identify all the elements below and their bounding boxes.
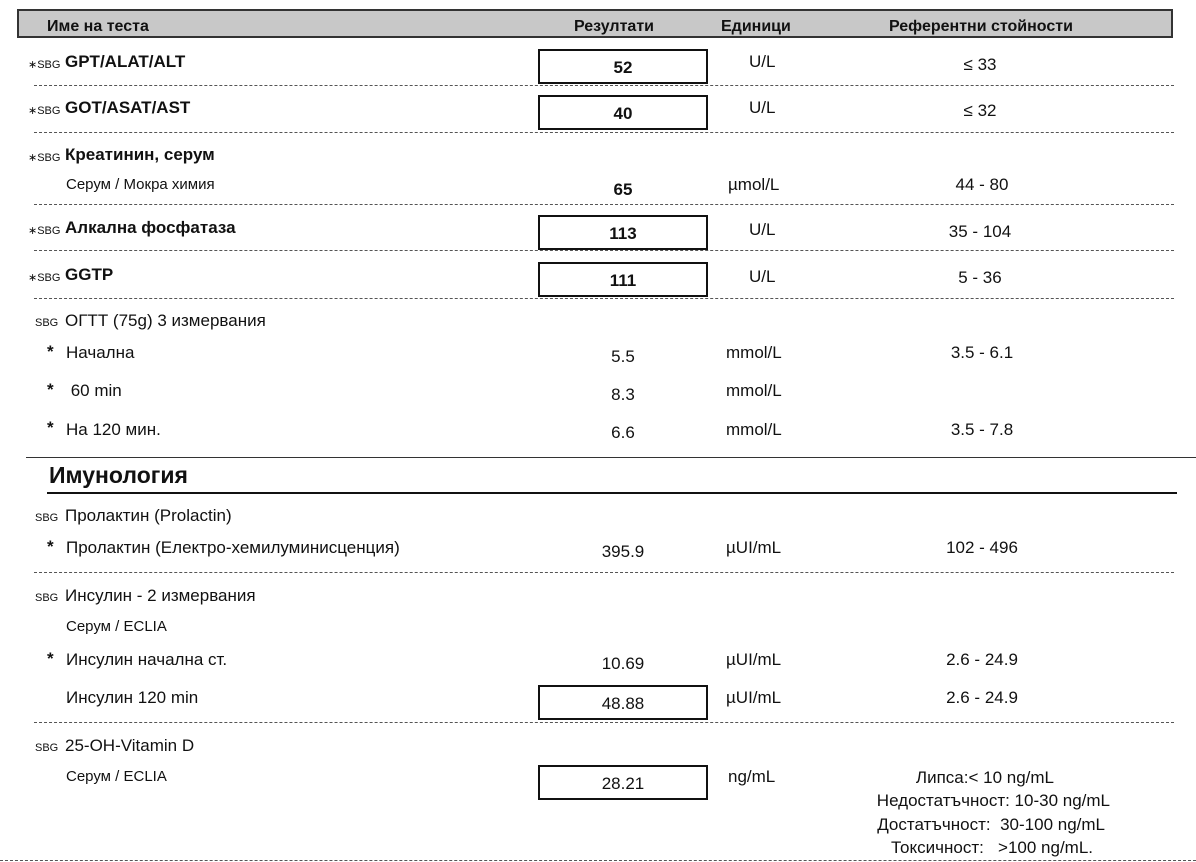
test-name: 25-OH-Vitamin D bbox=[65, 736, 195, 755]
unit: µUI/mL bbox=[726, 650, 782, 669]
result-value-highlighted: 52 bbox=[538, 49, 708, 84]
result-value-highlighted: 28.21 bbox=[538, 765, 708, 800]
specimen-method: Серум / ECLIA bbox=[66, 768, 167, 785]
result-value: 5.5 bbox=[611, 347, 635, 366]
unit: mmol/L bbox=[726, 381, 782, 400]
result-value-highlighted: 40 bbox=[538, 95, 708, 130]
sub-test-label: Инсулин 120 min bbox=[66, 688, 199, 707]
result-value: 395.9 bbox=[601, 542, 645, 561]
header-test-name: Име на теста bbox=[47, 18, 149, 35]
header-reference: Референтни стойности bbox=[889, 18, 1073, 35]
result-value: 10.69 bbox=[601, 654, 645, 673]
result-value: 65 bbox=[613, 180, 633, 199]
sub-test-label: Инсулин начална ст. bbox=[66, 650, 228, 669]
section-underline bbox=[47, 492, 1177, 494]
unit: µUI/mL bbox=[726, 688, 782, 707]
accreditation-mark: SBG bbox=[35, 592, 59, 604]
accreditation-mark: ∗SBG bbox=[28, 225, 61, 237]
row-divider bbox=[34, 85, 1174, 86]
reference-range: 102 - 496 bbox=[946, 538, 1018, 557]
specimen-method: Серум / ECLIA bbox=[66, 618, 167, 635]
row-divider bbox=[34, 722, 1174, 723]
specimen-method: Серум / Мокра химия bbox=[66, 176, 215, 193]
reference-line: Недостатъчност: 10-30 ng/mL bbox=[876, 791, 1110, 810]
result-value: 8.3 bbox=[611, 385, 635, 404]
test-name: GGTP bbox=[65, 265, 114, 284]
accredited-star: * bbox=[47, 418, 54, 437]
header-units: Единици bbox=[721, 18, 791, 35]
unit: U/L bbox=[749, 52, 776, 71]
accredited-star: * bbox=[47, 380, 54, 399]
sub-test-label: 60 min bbox=[66, 381, 122, 400]
row-divider bbox=[34, 298, 1174, 299]
reference-range: ≤ 32 bbox=[963, 101, 997, 120]
table-header bbox=[17, 9, 1173, 38]
section-divider bbox=[26, 457, 1196, 458]
sub-test-label: Начална bbox=[66, 343, 135, 362]
row-divider bbox=[0, 860, 1196, 861]
unit: ng/mL bbox=[728, 767, 776, 786]
section-title: Имунология bbox=[49, 462, 188, 488]
reference-range: 3.5 - 6.1 bbox=[950, 343, 1014, 362]
accredited-star: * bbox=[47, 537, 54, 556]
reference-range: 44 - 80 bbox=[955, 175, 1009, 194]
test-name: Инсулин - 2 измервания bbox=[65, 586, 256, 605]
test-name: Алкална фосфатаза bbox=[65, 218, 236, 237]
sub-test-label: Пролактин (Електро-хемилуминисценция) bbox=[66, 538, 400, 557]
test-name: GPT/ALAT/ALT bbox=[65, 52, 186, 71]
test-name: Креатинин, серум bbox=[65, 145, 215, 164]
unit: U/L bbox=[749, 267, 776, 286]
test-name: GOT/ASAT/AST bbox=[65, 98, 191, 117]
reference-range: 3.5 - 7.8 bbox=[950, 420, 1014, 439]
result-value-highlighted: 48.88 bbox=[538, 685, 708, 720]
row-divider bbox=[34, 572, 1174, 573]
reference-line: Токсичност: >100 ng/mL. bbox=[891, 838, 1093, 857]
header-results: Резултати bbox=[574, 18, 654, 35]
row-divider bbox=[34, 250, 1174, 251]
result-value-highlighted: 113 bbox=[538, 215, 708, 250]
reference-line: Липса:< 10 ng/mL bbox=[915, 768, 1054, 787]
reference-range: 5 - 36 bbox=[958, 268, 1002, 287]
result-value: 6.6 bbox=[611, 423, 635, 442]
unit: U/L bbox=[749, 220, 776, 239]
accredited-star: * bbox=[47, 342, 54, 361]
unit: µUI/mL bbox=[726, 538, 782, 557]
accreditation-mark: ∗SBG bbox=[28, 59, 61, 71]
unit: mmol/L bbox=[726, 343, 782, 362]
test-name: Пролактин (Prolactin) bbox=[65, 506, 232, 525]
accreditation-mark: SBG bbox=[35, 317, 59, 329]
unit: µmol/L bbox=[728, 175, 780, 194]
reference-line: Достатъчност: 30-100 ng/mL bbox=[877, 815, 1105, 834]
accreditation-mark: SBG bbox=[35, 742, 59, 754]
row-divider bbox=[34, 204, 1174, 205]
accredited-star: * bbox=[47, 649, 54, 668]
row-divider bbox=[34, 132, 1174, 133]
reference-range: 35 - 104 bbox=[948, 222, 1012, 241]
accreditation-mark: ∗SBG bbox=[28, 105, 61, 117]
reference-range: 2.6 - 24.9 bbox=[946, 650, 1018, 669]
accreditation-mark: ∗SBG bbox=[28, 152, 61, 164]
result-value-highlighted: 111 bbox=[538, 262, 708, 297]
accreditation-mark: SBG bbox=[35, 512, 59, 524]
reference-range: 2.6 - 24.9 bbox=[946, 688, 1018, 707]
test-name: ОГТТ (75g) 3 измервания bbox=[65, 311, 266, 330]
sub-test-label: На 120 мин. bbox=[66, 420, 161, 439]
unit: U/L bbox=[749, 98, 776, 117]
reference-range: ≤ 33 bbox=[963, 55, 997, 74]
accreditation-mark: ∗SBG bbox=[28, 272, 61, 284]
unit: mmol/L bbox=[726, 420, 782, 439]
